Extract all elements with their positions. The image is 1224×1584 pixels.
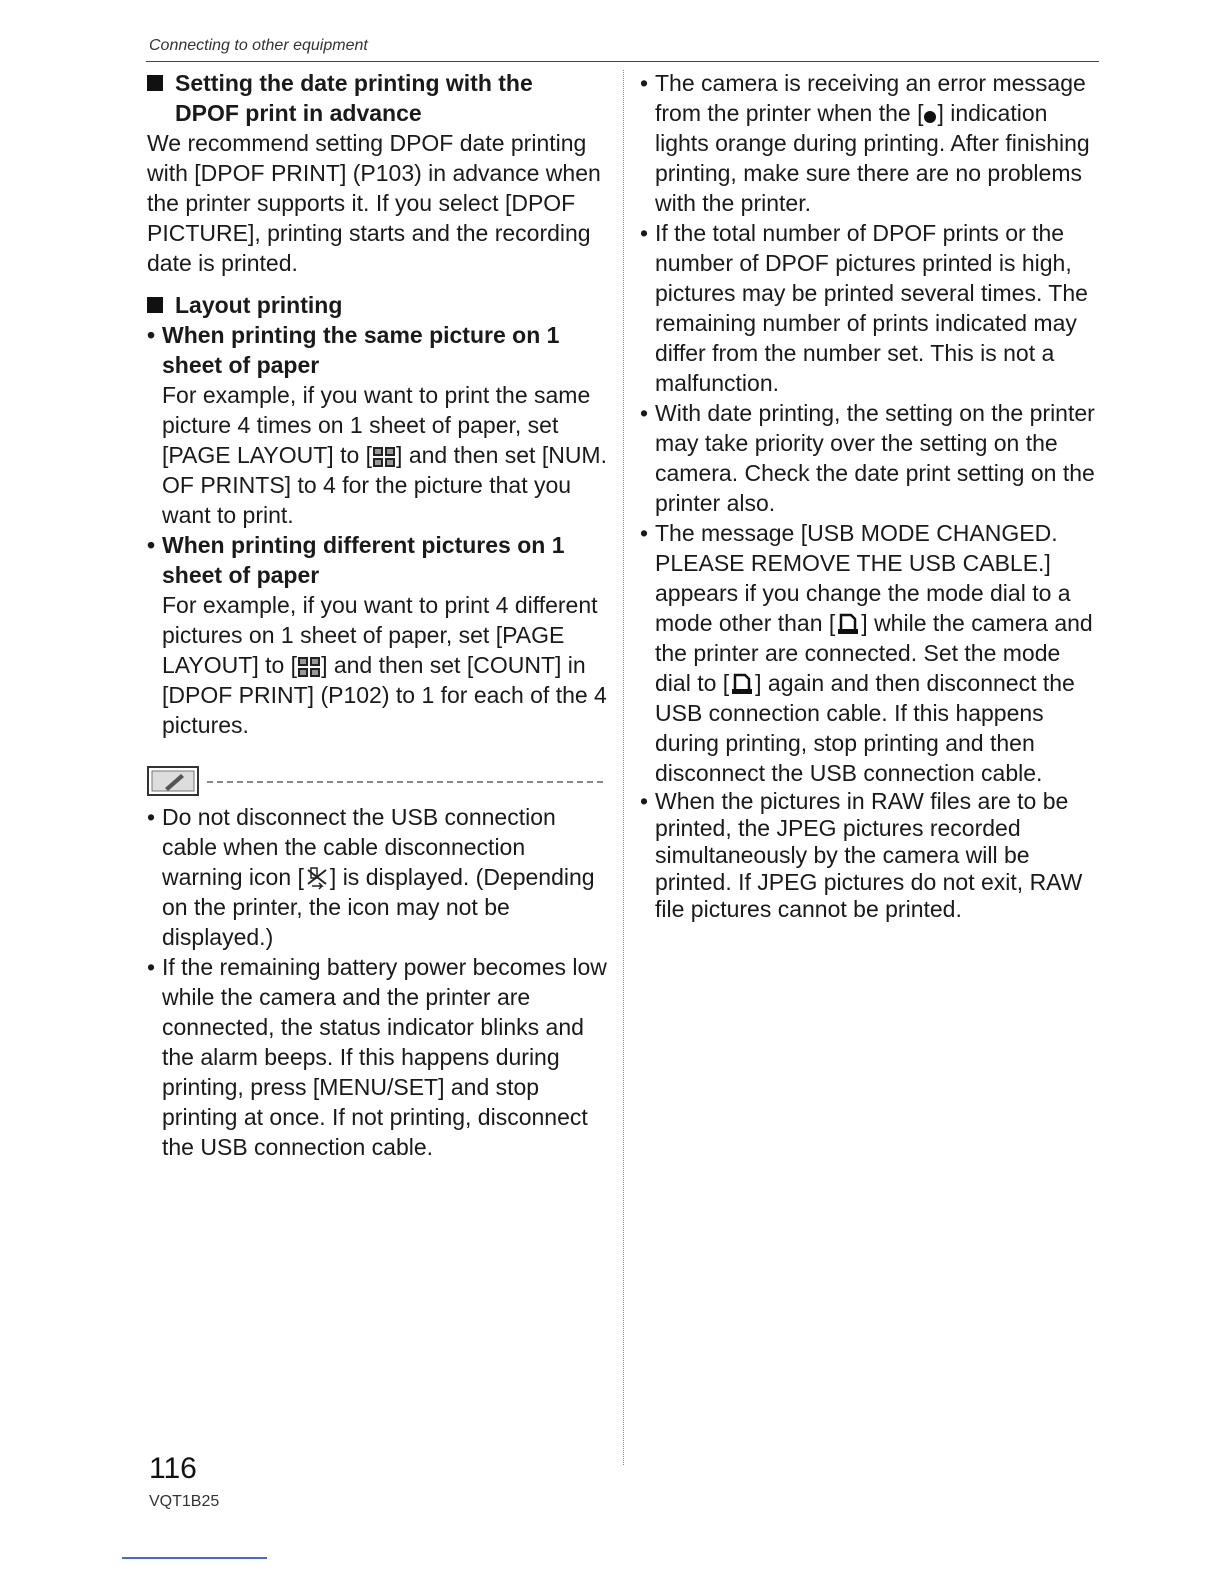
heading-date-printing: [147, 68, 609, 128]
right-column: [640, 68, 1098, 923]
cable-warning-icon: [304, 866, 330, 890]
note-battery-low: • If the remaining battery power becomes low while the camera and the printer are connected, the status indicator blinks and the alarm beeps. If this happens during printing, press [MENU/SET] and stop printing at once. If not printing, disconnect the USB connection cable.: [147, 952, 609, 1162]
column-separator: [623, 70, 624, 1465]
heading-layout-printing: Layout printing: [147, 290, 609, 320]
note-usb-disconnect: • Do not disconnect the USB connection cable when the cable disconnection warning icon [ ] is displayed. (Depending on the printer, the icon may not be displayed.): [147, 802, 609, 952]
left-column: [147, 68, 609, 1162]
record-dot-icon: [923, 106, 937, 126]
note-error-message: • The camera is receiving an error message from the printer when the [ ] indication lights orange during printing. After finishing printing, make sure there are no problems with the printer.: [640, 68, 1098, 218]
print-mode-icon: [835, 612, 861, 636]
note-icon: [147, 766, 199, 796]
running-header: Connecting to other equipment: [149, 37, 368, 54]
header-rule: [146, 61, 1099, 62]
layout-4-icon: [372, 446, 396, 468]
note-dashed-line: [207, 781, 603, 783]
bullet-same-picture-body: For example, if you want to print the same picture 4 times on 1 sheet of paper, set [PAGE LAYOUT] to [ ] and then set [NUM. OF PRINTS] to 4 for the picture that you want to print.: [162, 382, 607, 528]
note-usb-mode-changed: • The message [USB MODE CHANGED. PLEASE REMOVE THE USB CABLE.] appears if you change the mode dial to a mode other than [ ] while the camera and the printer are connected. Set the mode dial to [ ] again and then disconnect the USB connection cable. If this happens during printing, stop printing and then disconnect the USB connection cable.: [640, 518, 1098, 788]
footer-link-rule: [122, 1557, 267, 1559]
note-date-priority: • With date printing, the setting on the printer may take priority over the setting on the camera. Check the date print setting on the printer also.: [640, 398, 1098, 518]
bullet-different-pictures-body: For example, if you want to print 4 different pictures on 1 sheet of paper, set [PAGE LAYOUT] to [ ] and then set [COUNT] in [DPOF PRINT] (P102) to 1 for each of the 4 pictures.: [162, 592, 607, 738]
bullet-same-picture-title: • When printing the same picture on 1 sheet of paper: [147, 320, 609, 380]
page-number: 116: [149, 1452, 197, 1485]
note-raw-files: • When the pictures in RAW files are to be printed, the JPEG pictures recorded simultaneously by the camera will be printed. If JPEG pictures do not exit, RAW file pictures cannot be printed.: [640, 788, 1098, 923]
square-bullet-icon: [147, 297, 163, 313]
note-dpof-count: • If the total number of DPOF prints or the number of DPOF pictures printed is high, pictures may be printed several times. The remaining number of prints indicated may differ from the number set. This is not a malfunction.: [640, 218, 1098, 398]
paragraph-dpof-date: We recommend setting DPOF date printing with [DPOF PRINT] (P103) in advance when the printer supports it. If you select [DPOF PICTURE], printing starts and the recording date is printed.: [147, 130, 601, 276]
square-bullet-icon: [147, 75, 163, 91]
layout-4-icon: [297, 656, 321, 678]
print-mode-icon: [729, 672, 755, 696]
document-id: VQT1B25: [149, 1493, 220, 1510]
heading-line-2: DPOF print in advance: [175, 100, 422, 126]
heading-line-1: Setting the date printing with the: [175, 70, 533, 96]
bullet-different-pictures-title: • When printing different pictures on 1 sheet of paper: [147, 530, 609, 590]
note-divider: [147, 762, 609, 802]
